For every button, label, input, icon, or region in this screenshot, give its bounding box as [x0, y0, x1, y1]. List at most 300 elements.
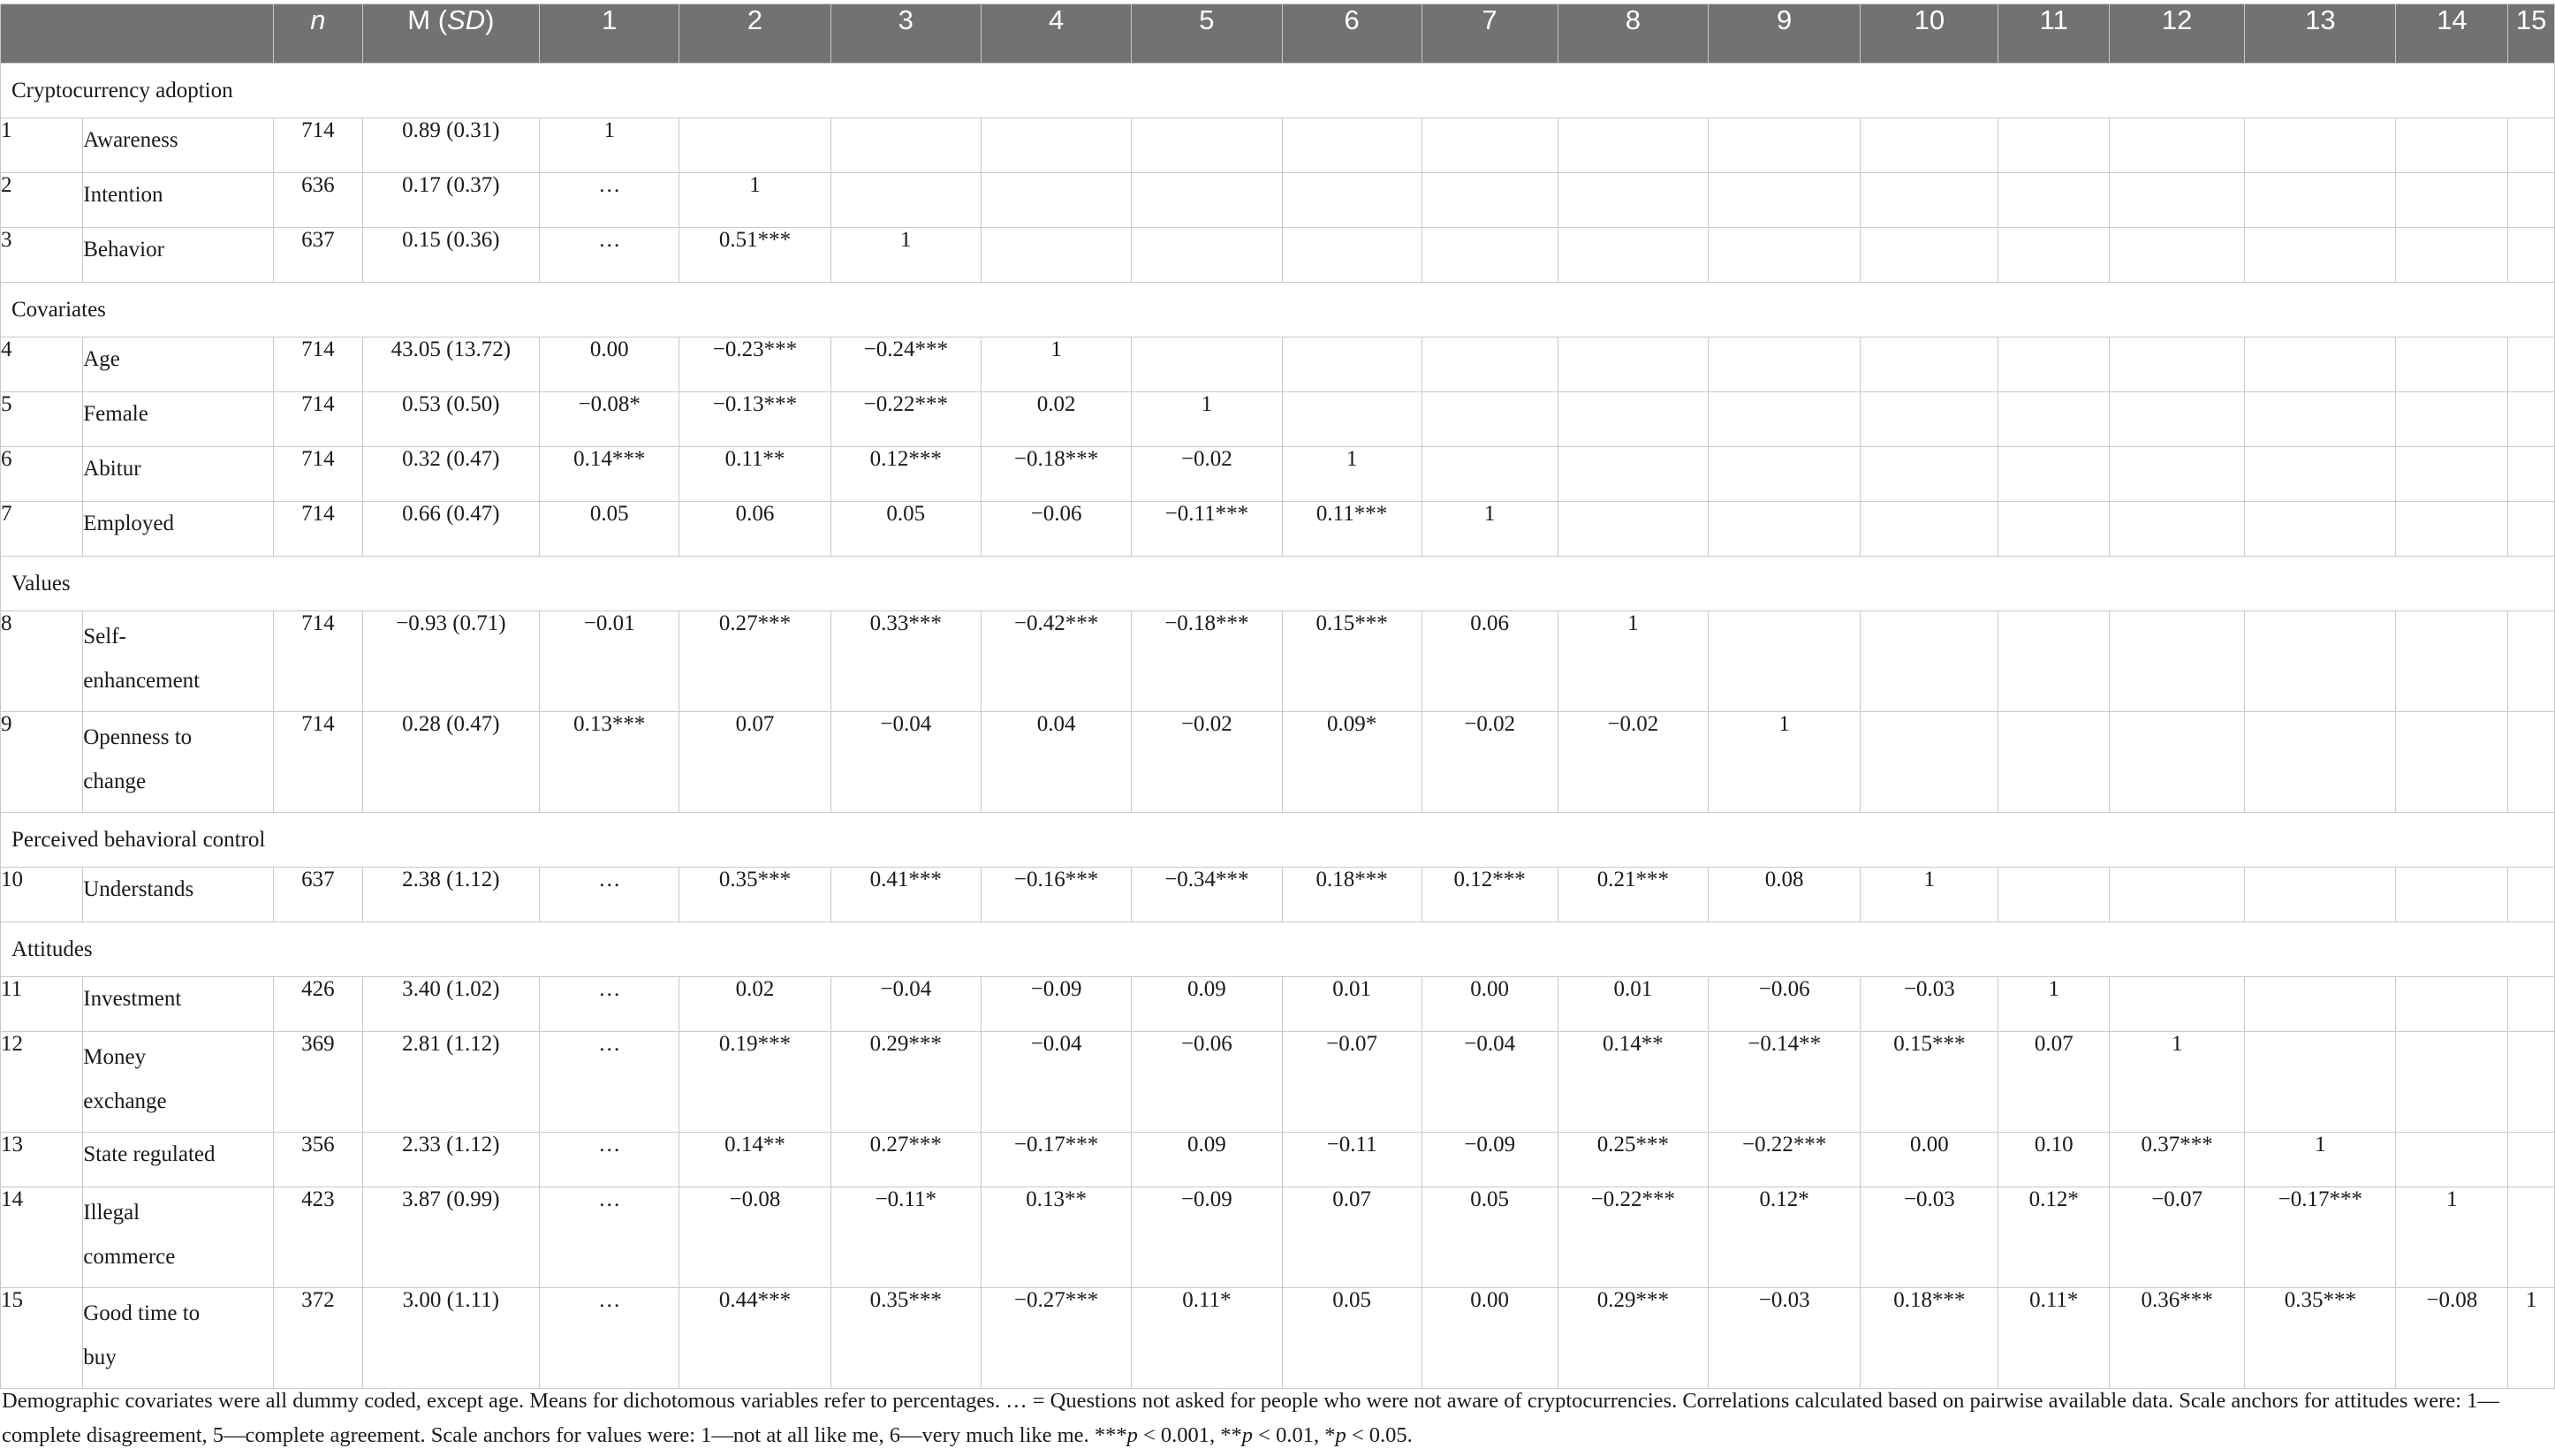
correlation-cell [2508, 228, 2555, 283]
correlation-cell [1998, 868, 2110, 922]
correlation-cell: … [540, 977, 679, 1032]
correlation-cell [2245, 977, 2396, 1032]
correlation-cell: 0.15*** [1861, 1032, 1998, 1133]
correlation-cell [2508, 1187, 2555, 1288]
section-label: Covariates [1, 283, 2555, 337]
n-cell: 423 [274, 1187, 362, 1288]
correlation-cell: −0.09 [1422, 1133, 1558, 1187]
correlation-cell: 0.06 [679, 502, 830, 557]
correlation-cell [2396, 228, 2508, 283]
correlation-cell: … [540, 868, 679, 922]
row-label: Female [83, 392, 274, 447]
correlation-cell: 0.35*** [679, 868, 830, 922]
correlation-cell [2245, 173, 2396, 228]
correlation-cell: 0.18*** [1861, 1288, 1998, 1389]
correlation-cell: 1 [679, 173, 830, 228]
row-number: 7 [1, 502, 83, 557]
correlation-cell [1998, 712, 2110, 813]
correlation-cell [1282, 228, 1422, 283]
correlation-cell [2508, 1133, 2555, 1187]
correlation-cell [2396, 173, 2508, 228]
correlation-cell: 0.11* [1132, 1288, 1282, 1389]
correlation-cell: −0.16*** [981, 868, 1131, 922]
correlation-cell: −0.04 [981, 1032, 1131, 1133]
correlation-cell [1558, 447, 1708, 502]
mean-sd-cell: 3.87 (0.99) [362, 1187, 540, 1288]
correlation-cell: 0.08 [1709, 868, 1861, 922]
table-row [1, 611, 2555, 712]
correlation-cell [1998, 118, 2110, 173]
row-label-line-1: Openness to [83, 725, 193, 749]
correlation-cell [1998, 611, 2110, 712]
correlation-cell: 0.19*** [679, 1032, 830, 1133]
correlation-cell: 0.15*** [1282, 611, 1422, 712]
row-label-line-1: Good time to [83, 1301, 201, 1325]
correlation-cell: 0.12* [1998, 1187, 2110, 1288]
correlation-cell: 0.07 [1282, 1187, 1422, 1288]
n-cell: 356 [274, 1133, 362, 1187]
correlation-cell: 1 [540, 118, 679, 173]
correlation-cell: 0.11*** [1282, 502, 1422, 557]
mean-sd-cell: 0.32 (0.47) [362, 447, 540, 502]
correlation-cell: … [540, 228, 679, 283]
correlation-cell [2110, 977, 2245, 1032]
correlation-cell: 0.05 [1282, 1288, 1422, 1389]
correlation-cell: 0.01 [1282, 977, 1422, 1032]
correlation-cell: 0.35*** [830, 1288, 981, 1389]
mean-sd-cell: 0.66 (0.47) [362, 502, 540, 557]
correlation-cell [1709, 337, 1861, 392]
correlation-cell [2396, 1133, 2508, 1187]
correlation-cell: 0.27*** [679, 611, 830, 712]
correlation-cell: 0.00 [1422, 1288, 1558, 1389]
table-row [1, 868, 2555, 922]
mean-sd-cell: 2.33 (1.12) [362, 1133, 540, 1187]
correlation-cell [830, 118, 981, 173]
correlation-cell [2245, 868, 2396, 922]
correlation-cell: −0.06 [1132, 1032, 1282, 1133]
n-cell: 637 [274, 868, 362, 922]
mean-sd-cell: 0.89 (0.31) [362, 118, 540, 173]
row-number: 13 [1, 1133, 83, 1187]
header-col-1: 1 [540, 4, 679, 64]
correlation-cell: 1 [1558, 611, 1708, 712]
correlation-cell [981, 118, 1131, 173]
correlation-cell [2110, 712, 2245, 813]
correlation-cell [1558, 337, 1708, 392]
correlation-cell: 1 [1861, 868, 1998, 922]
mean-sd-cell: 0.28 (0.47) [362, 712, 540, 813]
correlation-cell: 1 [2396, 1187, 2508, 1288]
correlation-cell [2110, 502, 2245, 557]
header-row [1, 4, 2555, 64]
correlation-cell: 0.13** [981, 1187, 1131, 1288]
row-number: 1 [1, 118, 83, 173]
correlation-cell: −0.04 [830, 712, 981, 813]
correlation-cell [1132, 228, 1282, 283]
correlation-cell [1861, 118, 1998, 173]
row-number: 2 [1, 173, 83, 228]
correlation-cell [1861, 611, 1998, 712]
correlation-cell: −0.34*** [1132, 868, 1282, 922]
correlation-cell: −0.08 [2396, 1288, 2508, 1389]
mean-sd-cell: 43.05 (13.72) [362, 337, 540, 392]
row-label: Behavior [83, 228, 274, 283]
correlation-cell [2110, 173, 2245, 228]
correlation-cell [981, 228, 1131, 283]
table-row [1, 447, 2555, 502]
correlation-cell: 0.07 [679, 712, 830, 813]
header-col-13: 13 [2245, 4, 2396, 64]
row-number: 8 [1, 611, 83, 712]
correlation-cell: −0.06 [981, 502, 1131, 557]
correlation-cell [2245, 447, 2396, 502]
correlation-cell [1861, 337, 1998, 392]
header-col-6: 6 [1282, 4, 1422, 64]
correlation-cell: −0.07 [1282, 1032, 1422, 1133]
correlation-cell [1422, 392, 1558, 447]
correlation-cell: −0.27*** [981, 1288, 1131, 1389]
header-col-15: 15 [2508, 4, 2555, 64]
correlation-cell: −0.42*** [981, 611, 1131, 712]
correlation-cell [2508, 392, 2555, 447]
correlation-cell: 0.44*** [679, 1288, 830, 1389]
correlation-cell [2396, 1032, 2508, 1133]
table-row [1, 173, 2555, 228]
correlation-cell: −0.14** [1709, 1032, 1861, 1133]
row-label: State regulated [83, 1133, 274, 1187]
correlation-cell: −0.01 [540, 611, 679, 712]
mean-sd-cell: 2.81 (1.12) [362, 1032, 540, 1133]
row-label-line-1: Illegal [83, 1201, 140, 1225]
correlation-cell [2110, 392, 2245, 447]
table-row [1, 712, 2555, 813]
table-row [1, 1032, 2555, 1133]
correlation-cell [2396, 447, 2508, 502]
row-label: Understands [83, 868, 274, 922]
correlation-cell: −0.03 [1861, 977, 1998, 1032]
correlation-cell [1709, 392, 1861, 447]
correlation-cell [2396, 868, 2508, 922]
correlation-cell [1709, 611, 1861, 712]
correlation-cell: 1 [2245, 1133, 2396, 1187]
correlation-cell: 0.09* [1282, 712, 1422, 813]
correlation-cell [2508, 1032, 2555, 1133]
mean-sd-cell: 3.40 (1.02) [362, 977, 540, 1032]
correlation-cell [1132, 118, 1282, 173]
correlation-cell [2396, 502, 2508, 557]
correlation-cell: 0.41*** [830, 868, 981, 922]
correlation-cell: … [540, 1187, 679, 1288]
row-number: 12 [1, 1032, 83, 1133]
correlation-cell: 1 [1282, 447, 1422, 502]
correlation-cell [2508, 977, 2555, 1032]
correlation-cell [2110, 228, 2245, 283]
correlation-cell: … [540, 173, 679, 228]
correlation-cell: 0.13*** [540, 712, 679, 813]
correlation-cell [1422, 228, 1558, 283]
section-label: Values [1, 557, 2555, 611]
correlation-cell: 0.09 [1132, 1133, 1282, 1187]
correlation-cell: 0.09 [1132, 977, 1282, 1032]
correlation-cell: −0.17*** [981, 1133, 1131, 1187]
correlation-cell: −0.04 [830, 977, 981, 1032]
correlation-table [0, 4, 2555, 1389]
correlation-cell: 0.27*** [830, 1133, 981, 1187]
row-label-line-2: commerce [83, 1245, 176, 1269]
n-cell: 714 [274, 118, 362, 173]
mean-sd-cell: 2.38 (1.12) [362, 868, 540, 922]
section-row [1, 922, 2555, 977]
row-number: 10 [1, 868, 83, 922]
header-col-2: 2 [679, 4, 830, 64]
n-cell: 714 [274, 392, 362, 447]
row-label [83, 1187, 274, 1288]
correlation-cell: 0.05 [1422, 1187, 1558, 1288]
n-cell: 714 [274, 712, 362, 813]
correlation-cell [1998, 392, 2110, 447]
table-row [1, 977, 2555, 1032]
correlation-cell: −0.03 [1709, 1288, 1861, 1389]
correlation-cell: −0.06 [1709, 977, 1861, 1032]
header-col-9: 9 [1709, 4, 1861, 64]
correlation-cell [981, 173, 1131, 228]
n-cell: 372 [274, 1288, 362, 1389]
correlation-cell: 0.11** [679, 447, 830, 502]
correlation-cell [1709, 173, 1861, 228]
correlation-cell: −0.18*** [1132, 611, 1282, 712]
row-label-line-2: buy [83, 1346, 117, 1369]
correlation-cell [1998, 502, 2110, 557]
table-row [1, 1187, 2555, 1288]
correlation-cell [1132, 337, 1282, 392]
correlation-cell: −0.04 [1422, 1032, 1558, 1133]
table-row [1, 228, 2555, 283]
correlation-cell: −0.17*** [2245, 1187, 2396, 1288]
header-col-3: 3 [830, 4, 981, 64]
table-row [1, 502, 2555, 557]
correlation-cell [2245, 118, 2396, 173]
correlation-cell: 1 [830, 228, 981, 283]
correlation-cell [1998, 228, 2110, 283]
row-label-line-2: exchange [83, 1089, 167, 1113]
correlation-cell: −0.23*** [679, 337, 830, 392]
table-footnote: Demographic covariates were all dummy coded, except age. Means for dichotomous variables refer to percentages. … = Questions not asked for people who were not aware of cryptocurrencies. Correlations calculated based on pairwise available data. Scale anchors for attitudes were: 1—complete disagreement, 5—complete agreement. Scale anchors for values were: 1—not at all like me, 6—very much like me. ***p < 0.001, **p < 0.01, *p < 0.05. [2, 1389, 2499, 1447]
correlation-cell: … [540, 1133, 679, 1187]
row-label: Employed [83, 502, 274, 557]
correlation-cell [1422, 118, 1558, 173]
correlation-cell [2508, 118, 2555, 173]
header-col-8: 8 [1558, 4, 1708, 64]
correlation-cell [830, 173, 981, 228]
row-label: Age [83, 337, 274, 392]
section-row [1, 557, 2555, 611]
correlation-cell: −0.22*** [1709, 1133, 1861, 1187]
correlation-cell: 0.10 [1998, 1133, 2110, 1187]
correlation-cell [2396, 712, 2508, 813]
correlation-cell: 1 [981, 337, 1131, 392]
row-label: Intention [83, 173, 274, 228]
row-number: 4 [1, 337, 83, 392]
correlation-cell: 0.33*** [830, 611, 981, 712]
table-row [1, 1133, 2555, 1187]
row-number: 15 [1, 1288, 83, 1389]
correlation-cell [1282, 173, 1422, 228]
correlation-cell [2396, 118, 2508, 173]
correlation-cell: −0.13*** [679, 392, 830, 447]
correlation-cell [2508, 447, 2555, 502]
section-label: Attitudes [1, 922, 2555, 977]
section-label: Perceived behavioral control [1, 813, 2555, 868]
table-row [1, 1288, 2555, 1389]
correlation-cell [1709, 228, 1861, 283]
n-cell: 426 [274, 977, 362, 1032]
n-cell: 636 [274, 173, 362, 228]
header-col-14: 14 [2396, 4, 2508, 64]
row-label-line-2: change [83, 770, 147, 793]
correlation-cell [2396, 977, 2508, 1032]
correlation-cell: 0.21*** [1558, 868, 1708, 922]
correlation-cell: 0.11* [1998, 1288, 2110, 1389]
correlation-cell [1422, 173, 1558, 228]
correlation-cell [1998, 173, 2110, 228]
correlation-cell [1558, 173, 1708, 228]
correlation-cell [2245, 712, 2396, 813]
correlation-cell [2508, 173, 2555, 228]
correlation-cell: −0.11*** [1132, 502, 1282, 557]
row-label-line-1: Money [83, 1045, 147, 1069]
n-cell: 714 [274, 611, 362, 712]
header-col-5: 5 [1132, 4, 1282, 64]
correlation-cell: 0.37*** [2110, 1133, 2245, 1187]
section-label: Cryptocurrency adoption [1, 64, 2555, 118]
correlation-cell: 0.25*** [1558, 1133, 1708, 1187]
correlation-cell: 1 [2508, 1288, 2555, 1389]
correlation-cell [2245, 392, 2396, 447]
correlation-cell: 1 [1998, 977, 2110, 1032]
correlation-cell [2245, 1032, 2396, 1133]
header-n: n [274, 4, 362, 64]
row-label [83, 611, 274, 712]
n-cell: 714 [274, 337, 362, 392]
correlation-cell [1558, 392, 1708, 447]
row-label-line-1: Self- [83, 625, 126, 648]
correlation-cell [1861, 173, 1998, 228]
n-cell: 714 [274, 447, 362, 502]
correlation-cell [2245, 228, 2396, 283]
correlation-cell [2245, 337, 2396, 392]
correlation-cell [1709, 502, 1861, 557]
mean-sd-cell: 0.15 (0.36) [362, 228, 540, 283]
correlation-cell [1282, 337, 1422, 392]
correlation-cell: 0.29*** [1558, 1288, 1708, 1389]
correlation-cell: 1 [1132, 392, 1282, 447]
correlation-cell [1709, 447, 1861, 502]
correlation-cell [1558, 228, 1708, 283]
correlation-cell [1998, 337, 2110, 392]
row-label [83, 1288, 274, 1389]
correlation-cell: 0.01 [1558, 977, 1708, 1032]
header-col-4: 4 [981, 4, 1131, 64]
n-cell: 369 [274, 1032, 362, 1133]
correlation-cell [2508, 611, 2555, 712]
correlation-cell [1998, 447, 2110, 502]
correlation-cell: −0.24*** [830, 337, 981, 392]
row-number: 14 [1, 1187, 83, 1288]
correlation-cell: 0.12*** [1422, 868, 1558, 922]
correlation-cell: … [540, 1032, 679, 1133]
correlation-cell: 0.05 [540, 502, 679, 557]
correlation-cell: 1 [1422, 502, 1558, 557]
row-number: 6 [1, 447, 83, 502]
correlation-cell [2396, 611, 2508, 712]
correlation-cell [2508, 502, 2555, 557]
correlation-cell: 0.04 [981, 712, 1131, 813]
section-row [1, 813, 2555, 868]
correlation-cell: 1 [2110, 1032, 2245, 1133]
n-cell: 637 [274, 228, 362, 283]
correlation-cell: −0.09 [1132, 1187, 1282, 1288]
correlation-cell: −0.03 [1861, 1187, 1998, 1288]
correlation-cell: 1 [1709, 712, 1861, 813]
correlation-cell: −0.22*** [830, 392, 981, 447]
correlation-cell: 0.12*** [830, 447, 981, 502]
correlation-cell: 0.12* [1709, 1187, 1861, 1288]
table-row [1, 118, 2555, 173]
mean-sd-cell: 0.17 (0.37) [362, 173, 540, 228]
correlation-cell [2508, 712, 2555, 813]
correlation-cell [2396, 337, 2508, 392]
correlation-cell: −0.02 [1558, 712, 1708, 813]
correlation-cell: −0.09 [981, 977, 1131, 1032]
header-col-11: 11 [1998, 4, 2110, 64]
header-mean-sd: M (SD) [362, 4, 540, 64]
correlation-cell: 0.02 [679, 977, 830, 1032]
header-blank [1, 4, 274, 64]
correlation-cell [2508, 868, 2555, 922]
correlation-cell [1861, 392, 1998, 447]
correlation-cell: … [540, 1288, 679, 1389]
row-number: 5 [1, 392, 83, 447]
row-label-line-2: enhancement [83, 669, 201, 693]
correlation-cell [679, 118, 830, 173]
correlation-cell: −0.02 [1132, 712, 1282, 813]
correlation-cell: 0.51*** [679, 228, 830, 283]
correlation-cell [2110, 611, 2245, 712]
correlation-cell: −0.02 [1132, 447, 1282, 502]
correlation-cell: 0.14** [679, 1133, 830, 1187]
correlation-cell [1861, 712, 1998, 813]
section-row [1, 64, 2555, 118]
correlation-cell [1709, 118, 1861, 173]
mean-sd-cell: 0.53 (0.50) [362, 392, 540, 447]
correlation-cell: 0.06 [1422, 611, 1558, 712]
correlation-cell [1861, 502, 1998, 557]
correlation-cell [2396, 392, 2508, 447]
correlation-cell: −0.18*** [981, 447, 1131, 502]
correlation-cell: 0.36*** [2110, 1288, 2245, 1389]
correlation-cell: 0.05 [830, 502, 981, 557]
correlation-cell: 0.14** [1558, 1032, 1708, 1133]
correlation-cell: −0.08 [679, 1187, 830, 1288]
correlation-cell: 0.35*** [2245, 1288, 2396, 1389]
mean-sd-cell: 3.00 (1.11) [362, 1288, 540, 1389]
mean-sd-cell: −0.93 (0.71) [362, 611, 540, 712]
correlation-cell: 0.18*** [1282, 868, 1422, 922]
correlation-cell [1558, 502, 1708, 557]
correlation-cell: 0.00 [1422, 977, 1558, 1032]
row-label: Investment [83, 977, 274, 1032]
